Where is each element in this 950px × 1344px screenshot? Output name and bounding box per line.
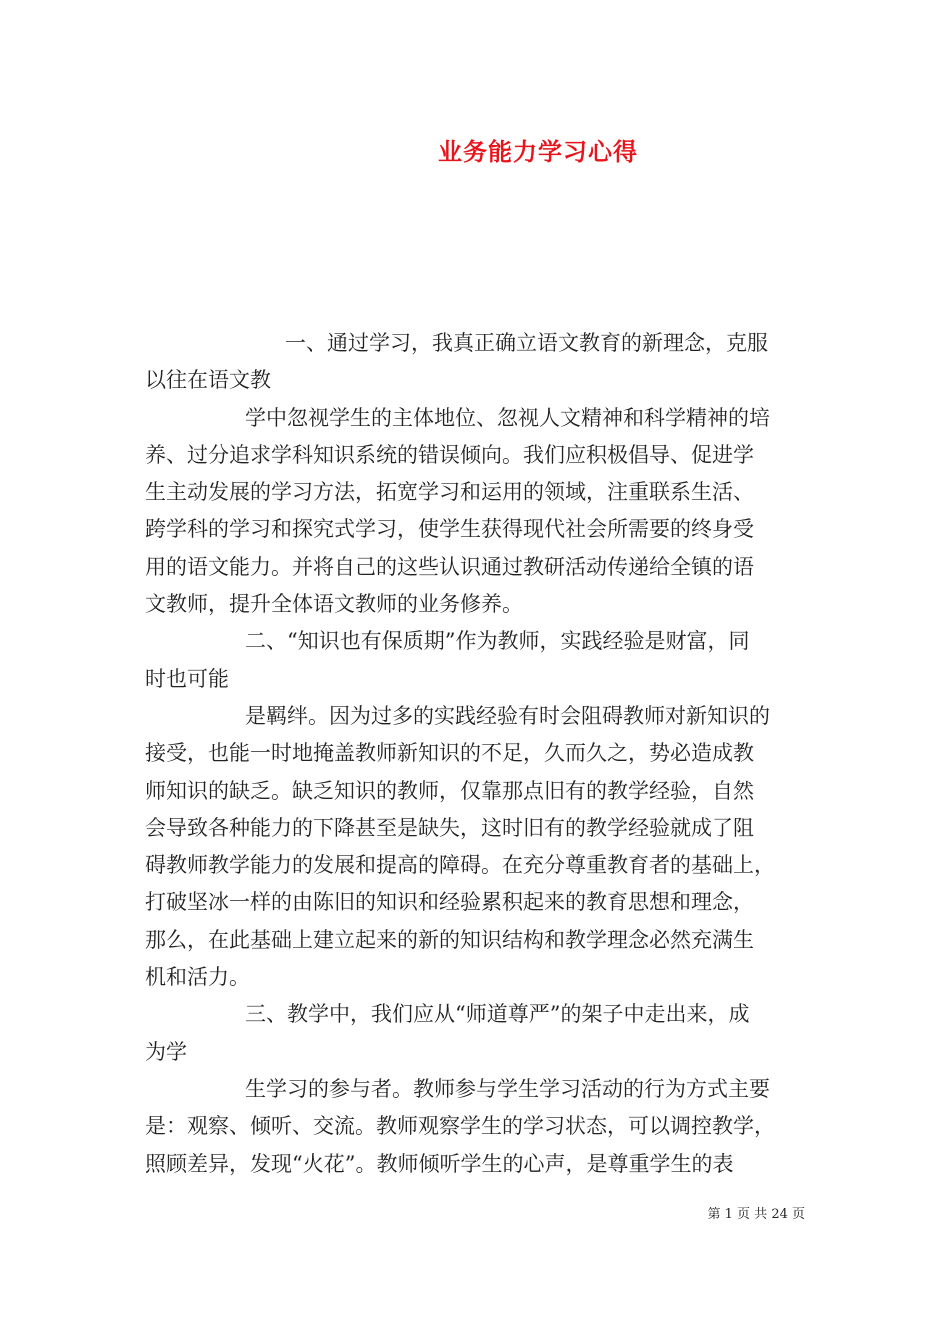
paragraph-line: 为学 — [145, 1039, 187, 1064]
paragraph-line: 用的语文能力。并将自己的这些认识通过教研活动传递给全镇的语 — [145, 554, 754, 579]
paragraph-line: 养、过分追求学科知识系统的错误倾向。我们应积极倡导、促进学 — [145, 442, 754, 467]
paragraph-line: 是羁绊。因为过多的实践经验有时会阻碍教师对新知识的 — [245, 703, 770, 728]
document-title: 业务能力学习心得 — [438, 137, 638, 166]
paragraph-line: 一、通过学习，我真正确立语文教育的新理念，克服 — [285, 331, 768, 355]
paragraph-line: 时也可能 — [145, 666, 229, 691]
paragraph-line: 师知识的缺乏。缺乏知识的教师，仅靠那点旧有的教学经验，自然 — [145, 778, 754, 803]
paragraph-line: 跨学科的学习和探究式学习，使学生获得现代社会所需要的终身受 — [145, 517, 754, 542]
page-number: 第 1 页 共 24 页 — [707, 1207, 805, 1222]
paragraph-line: 三、教学中，我们应从“师道尊严”的架子中走出来，成 — [245, 1002, 750, 1027]
paragraph-line: 文教师，提升全体语文教师的业务修养。 — [145, 592, 523, 617]
paragraph-line: 生主动发展的学习方法，拓宽学习和运用的领域，注重联系生活、 — [145, 480, 754, 505]
paragraph-line: 碍教师教学能力的发展和提高的障碍。在充分尊重教育者的基础上， — [145, 853, 775, 878]
paragraph-line: 二、“知识也有保质期”作为教师，实践经验是财富，同 — [245, 629, 750, 654]
paragraph-line: 学中忽视学生的主体地位、忽视人文精神和科学精神的培 — [245, 405, 770, 430]
paragraph-line: 以往在语文教 — [145, 368, 271, 393]
paragraph-line: 生学习的参与者。教师参与学生学习活动的行为方式主要 — [245, 1076, 770, 1101]
paragraph-line: 照顾差异，发现“火花”。教师倾听学生的心声，是尊重学生的表 — [145, 1151, 734, 1176]
paragraph-line: 那么，在此基础上建立起来的新的知识结构和教学理念必然充满生 — [145, 927, 754, 952]
paragraph-line: 是：观察、倾听、交流。教师观察学生的学习状态，可以调控教学， — [145, 1114, 775, 1139]
document-body — [145, 325, 810, 1183]
paragraph-line: 打破坚冰一样的由陈旧的知识和经验累积起来的教育思想和理念， — [145, 890, 754, 915]
paragraph-line: 接受，也能一时地掩盖教师新知识的不足，久而久之，势必造成教 — [145, 741, 754, 766]
paragraph-line: 机和活力。 — [145, 965, 250, 990]
paragraph-line: 会导致各种能力的下降甚至是缺失，这时旧有的教学经验就成了阻 — [145, 815, 754, 840]
